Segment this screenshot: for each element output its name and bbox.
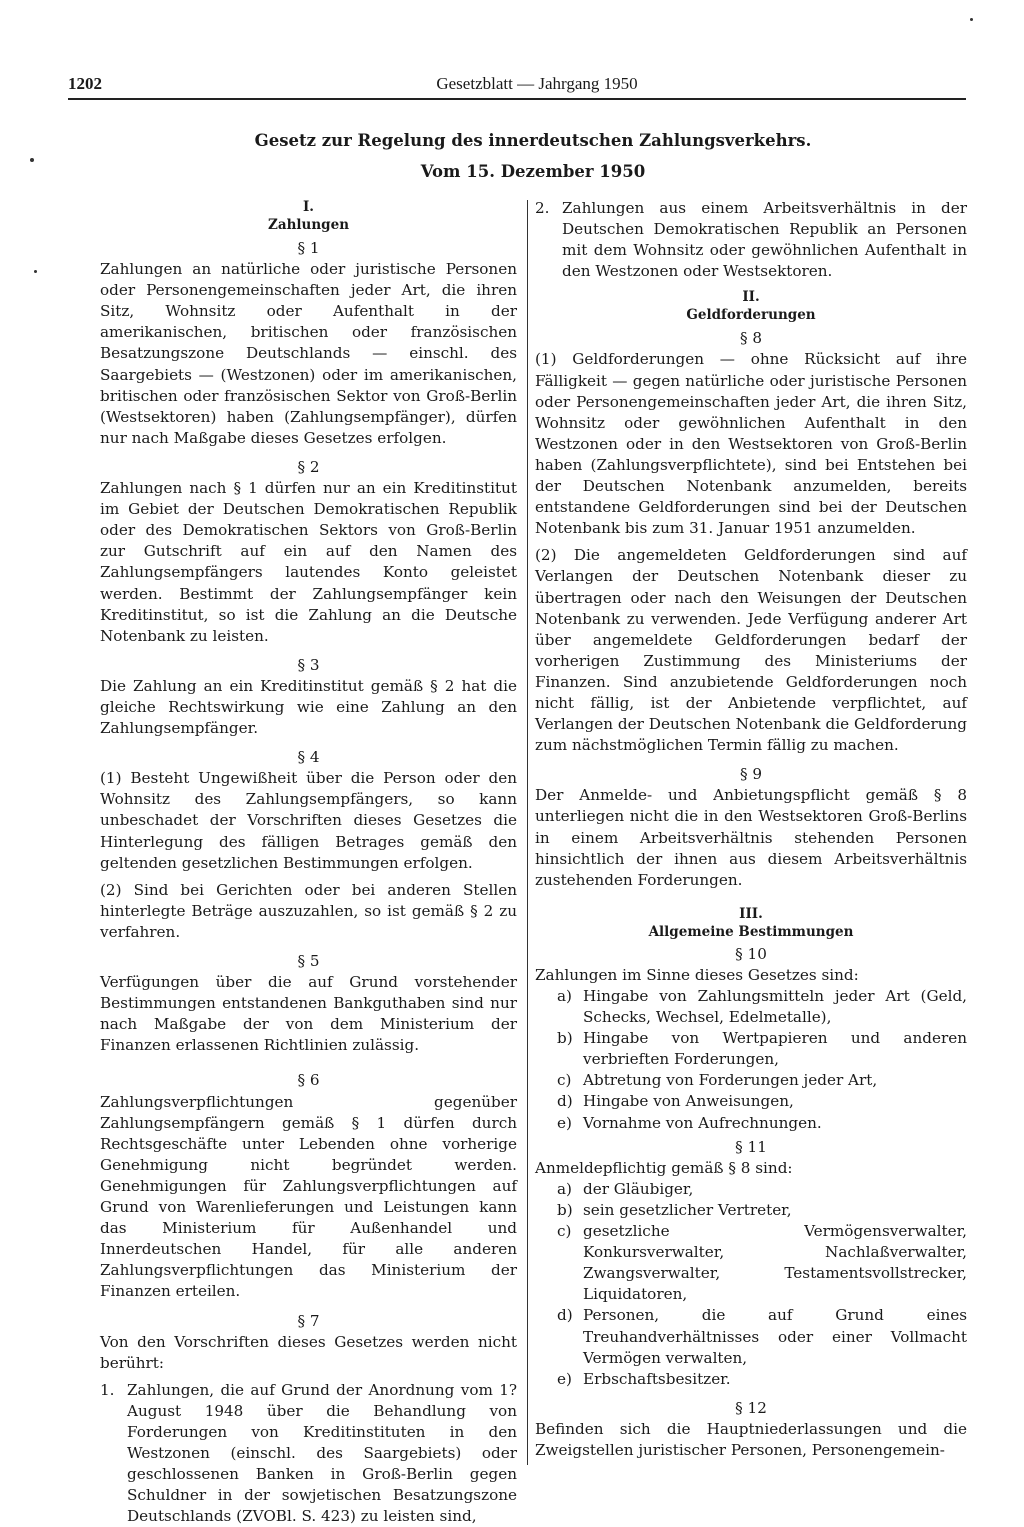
list-marker: d) xyxy=(557,1092,573,1111)
list-item xyxy=(535,1113,967,1134)
paragraph-text: Der Anmelde- und Anbietungspflicht gemäß § 8 unterliegen nicht die in den Westsektoren Groß-Berlins in einem Arbeitsverhältnis stehenden Personen hinsichtlich der ihnen aus diesem Arbeitsverhältnis zustehenden Forderungen. xyxy=(535,786,967,889)
list-item xyxy=(535,1070,967,1091)
section-number: I. xyxy=(302,199,314,215)
list-marker: b) xyxy=(557,1200,573,1219)
paragraph-sign: § 3 xyxy=(297,655,320,674)
paragraph-text: Anmeldepflichtig gemäß § 8 sind: xyxy=(535,1158,793,1177)
list-item xyxy=(535,1369,967,1390)
paragraph-sign: § 11 xyxy=(735,1137,767,1156)
law-title: Gesetz zur Regelung des innerdeutschen Zahlungsverkehrs. xyxy=(254,131,812,150)
paragraph-text: Zahlungen im Sinne dieses Gesetzes sind: xyxy=(535,965,859,984)
page-header xyxy=(68,74,966,96)
list-item xyxy=(535,198,967,282)
paragraph-text: Von den Vorschriften dieses Gesetzes werden nicht berührt: xyxy=(100,1332,517,1372)
list-marker: a) xyxy=(557,987,572,1005)
list-marker: e) xyxy=(557,1113,572,1132)
list-marker: c) xyxy=(557,1222,572,1241)
running-title: Gesetzblatt — Jahrgang 1950 xyxy=(436,74,638,93)
paragraph-text: Zahlungen nach § 1 dürfen nur an ein Kreditinstitut im Gebiet der Deutschen Demokratischen Republik oder des Demokratischen Sektors von Groß-Berlin zur Gutschrift auf ein auf den Namen des Zahlungsempfängers lautendes Konto geleistet werden. Bestimmt der Zahlungsempfänger kein Kreditinstitut, so ist die Zahlung an die Deutsche Notenbank zu leisten. xyxy=(100,479,517,645)
section-heading: Allgemeine Bestimmungen xyxy=(648,923,854,940)
paragraph-text: Zahlungen an natürliche oder juristische Personen oder Personengemeinschaften jeder Art, die ihren Sitz, Wohnsitz oder Aufenthalt in der amerikanischen, britischen oder französischen Besatzungszone Deutschlands — einschl. des Saargebiets — (Westzonen) oder im amerikanischen, britischen oder französischen Sektor von Groß-Berlin (Westsektoren) haben (Zahlungsempfänger), dürfen nur nach Maßgabe dieses Gesetzes erfolgen. xyxy=(100,260,517,447)
header-rule xyxy=(68,98,966,100)
paragraph-text: Zahlungsverpflichtungen gegenüber Zahlungsempfängern gemäß § 1 dürfen durch Rechtsgeschäfte unter Lebenden ohne vorherige Genehmigung nicht begründet werden. Genehmigungen für Zahlungsverpflichtungen auf Grund von Warenlieferungen und Leistungen kann das Ministerium für Außenhandel und Innerdeutschen Handel, für alle anderen Zahlungsverpflichtungen das Ministerium der Finanzen erteilen. xyxy=(100,1092,517,1301)
list-item xyxy=(100,1380,517,1527)
paragraph-text: Die Zahlung an ein Kreditinstitut gemäß § 2 hat die gleiche Rechtswirkung wie eine Zahlung an den Zahlungsempfänger. xyxy=(100,676,517,738)
list-marker: a) xyxy=(557,1179,572,1198)
paragraph-text: Verfügungen über die auf Grund vorstehender Bestimmungen entstandenen Bankguthaben sind nur nach Maßgabe der von dem Ministerium der Finanzen erlassenen Richtlinien zulässig. xyxy=(100,973,517,1055)
list-item-text: sein gesetzlicher Vertreter, xyxy=(583,1200,792,1219)
paragraph-sign: § 4 xyxy=(297,748,320,767)
list-item xyxy=(535,1221,967,1305)
list-marker: c) xyxy=(557,1071,572,1090)
paragraph-text: Befinden sich die Hauptniederlassungen und die Zweigstellen juristischer Personen, Personengemein- xyxy=(535,1419,967,1459)
list-item-text: Zahlungen, die auf Grund der Anordnung vom 1? August 1948 über die Behandlung von Forderungen von Kreditinstituten in den Westzonen (einschl. des Saargebiets) oder geschlossenen Banken in Groß-Berlin gegen Schuldner in der sowjetischen Besatzungszone Deutschlands (ZVOBl. S. 423) zu leisten sind, xyxy=(127,1380,517,1526)
section-number: III. xyxy=(739,905,763,922)
list-item-text: Erbschaftsbesitzer. xyxy=(583,1369,731,1388)
scan-speck xyxy=(30,158,34,162)
list-marker: 1. xyxy=(100,1380,115,1399)
paragraph-sign: § 6 xyxy=(297,1071,320,1090)
law-date: Vom 15. Dezember 1950 xyxy=(420,162,646,181)
list-item-text: gesetzliche Vermögensverwalter, Konkursverwalter, Nachlaßverwalter, Zwangsverwalter, Testamentsvollstrecker, Liquidatoren, xyxy=(583,1222,967,1304)
list-item xyxy=(535,1200,967,1221)
list-item-text: der Gläubiger, xyxy=(583,1179,694,1198)
section-heading: Geldforderungen xyxy=(686,307,816,324)
paragraph-text: (1) Geldforderungen — ohne Rücksicht auf ihre Fälligkeit — gegen natürliche oder juristische Personen oder Personengemeinschaften jeder Art, die ihren Sitz, Wohnsitz oder gewöhnlichen Aufenthalt in den Westzonen oder in den Westsektoren von Groß-Berlin haben (Zahlungsverpflichtete), sind bei Entstehen bei der Deutschen Notenbank anzumelden, bereits entstandene Geldforderungen sind bei der Deutschen Notenbank bis zum 31. Januar 1951 anzumelden. xyxy=(535,350,967,538)
paragraph-text: (2) Die angemeldeten Geldforderungen sind auf Verlangen der Deutschen Notenbank dieser zu übertragen oder nach den Weisungen der Deutschen Notenbank zu verwenden. Jede Verfügung anderer Art über angemeldete Geldforderungen bedarf der vorherigen Zustimmung des Ministeriums der Finanzen. Sind anzubietende Geldforderungen noch nicht fällig, ist der Anbietende verpflichtet, auf Verlangen der Deutschen Notenbank die Geldforderung zum nächstmöglichen Termin fällig zu machen. xyxy=(535,546,967,755)
list-item xyxy=(535,1091,967,1112)
list-item xyxy=(535,1028,967,1070)
section-number: II. xyxy=(742,289,760,306)
list-item-text: Abtretung von Forderungen jeder Art, xyxy=(583,1071,878,1090)
list-marker: d) xyxy=(557,1306,573,1325)
paragraph-sign: § 9 xyxy=(739,765,763,784)
list-item xyxy=(535,986,967,1028)
paragraph-text: (1) Besteht Ungewißheit über die Person oder den Wohnsitz des Zahlungsempfängers, so kann unbeschadet der Vorschriften dieses Gesetzes die Hinterlegung des fälligen Betrages gemäß den geltenden gesetzlichen Bestimmungen erfolgen. xyxy=(100,769,517,872)
scan-speck xyxy=(970,18,973,21)
paragraph-sign: § 1 xyxy=(297,239,320,257)
list-item-text: Vornahme von Aufrechnungen. xyxy=(583,1113,822,1132)
paragraph-text: (2) Sind bei Gerichten oder bei anderen Stellen hinterlegte Beträge auszuzahlen, so ist gemäß § 2 zu verfahren. xyxy=(100,880,517,941)
list-item-text: Zahlungen aus einem Arbeitsverhältnis in der Deutschen Demokratischen Republik an Personen mit dem Wohnsitz oder gewöhnlichen Aufenthalt in den Westzonen oder Westsektoren. xyxy=(562,199,967,281)
paragraph-sign: § 8 xyxy=(739,329,763,348)
list-marker: b) xyxy=(557,1029,573,1048)
list-item xyxy=(535,1305,967,1368)
paragraph-sign: § 7 xyxy=(297,1311,320,1330)
list-item-text: Hingabe von Zahlungsmitteln jeder Art (Geld, Schecks, Wechsel, Edelmetalle), xyxy=(583,987,967,1027)
paragraph-sign: § 2 xyxy=(297,457,320,476)
paragraph-sign: § 12 xyxy=(735,1398,767,1417)
list-marker: e) xyxy=(557,1369,572,1388)
left-column xyxy=(100,198,517,1527)
scan-speck xyxy=(34,270,37,273)
right-column xyxy=(535,198,967,1461)
section-heading: Zahlungen xyxy=(267,217,350,233)
page-number: 1202 xyxy=(68,74,102,93)
list-item xyxy=(535,1179,967,1200)
list-item-text: Hingabe von Anweisungen, xyxy=(583,1092,794,1111)
column-divider xyxy=(527,200,528,1465)
paragraph-sign: § 5 xyxy=(297,952,320,970)
list-item-text: Hingabe von Wertpapieren und anderen verbrieften Forderungen, xyxy=(583,1029,967,1069)
paragraph-sign: § 10 xyxy=(735,944,767,963)
list-marker: 2. xyxy=(535,199,550,217)
list-item-text: Personen, die auf Grund eines Treuhandverhältnisses oder einer Vollmacht Vermögen verwalten, xyxy=(583,1306,967,1367)
